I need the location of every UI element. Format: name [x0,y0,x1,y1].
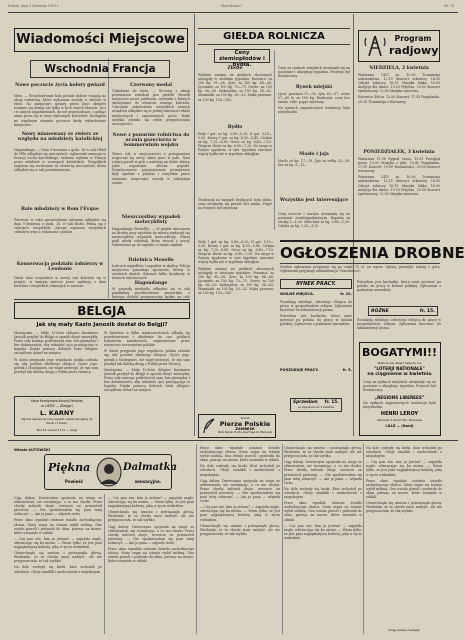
program-heading-1: NIEDZIELA, 2 kwietnia [369,66,429,71]
dalmatka-paragraph-4b: Uśmiechnęła się smutno i potrząsnęła głową. Wiedziała, że ta chwila musi nadejść, ale nie przypuszczała, że tak szybko. [108,510,194,523]
lower-column-divider [363,444,364,634]
ogloszenia-title: OGŁOSZENIA DROBNE [280,244,465,262]
dalmatka-paragraph-3c: — Czy pan wie, kim ja jestem? — zapytała nagle, odwracając się ku niemu. — Wiem tylko, że jest pani najpiękniejszą kobietą, jaką w życiu widziałem. [200,505,280,522]
bogatymi-line1: Stańcie się dzięki nabyciu los [377,361,422,365]
page-header [8,3,458,11]
belgja-title: BELGJA [77,304,126,318]
ogloszenia-intro [280,265,440,277]
lower-column-divider [196,444,197,634]
dalmatka-paragraph-5c: Na dole rozległy się kroki. Ktoś wchodził po schodach. Oboje zamilkli i nasłuchiwali z niepokojem. [200,464,280,477]
local-news-title-box [14,28,188,52]
karny-ad-line4: Ogólna ewidencja kasy wypłat i wpłat pieniędzy do Polski i z Polski. [21,417,93,425]
col1-text-1 [14,94,106,130]
rynek-pracy-title: RYNEK PRACY. [296,281,336,287]
col2-text-3 [112,227,190,257]
wolne-miejsca: WOLNE MIEJSCA. [280,292,315,296]
gielda-subtitle-box [214,49,270,68]
small-ads-text-a [198,240,274,325]
region-title: Wschodnia Francja [44,63,156,75]
pierze-line2: Pierze Polskie [219,420,271,428]
col1-text-3 [14,218,106,260]
belgja-paragraph-3: W kwietniu w kilku miejscowościach odbędą się przedstawienia i akademie ku czci polskich bohaterów narodowych, organizowane przez miejscowe towarzystwa polskie. [104,331,190,348]
header-issue: Nr. 75 [443,4,454,8]
bogatymi-text [363,380,436,392]
sprzedam-box [290,398,342,412]
dalmatka-brand-2: Dalmatka [123,462,178,473]
bogatymi-ad [359,342,441,436]
gielda-text-1 [198,73,272,123]
column-divider [108,58,109,298]
gielda-paragraph-1: Wybitne zmiany na giełdach zbożowych nastąpiły w ostatnim tygodniu. Pszenica: za 100 kg. 95—98. Żyto: za 100 kg. 64—66. Jęczmień: za 100 kg. 70—73. Owies: za 100 kg. 56—59. Kukurydza: za 100 kg. 58—62. Ziemniaki: za 100 kg. 28—32. Mąka pszenna: za 100 kg. 150—160. [198,73,272,102]
gielda-text-3 [198,198,272,230]
belgja-text-1 [14,331,98,393]
ogloszenia-text-1 [280,300,352,362]
rynek-pracy-box [280,279,352,289]
rozne-box [368,306,438,316]
ogloszenia-intro-text: Drobne ogłoszenia przyjmuje się po cenie 75 ct. za wyraz. Opłatę przesyłać należy z góry. Ogłoszenia przyjmuje administracja "Narodowca". [280,265,440,274]
bogatymi-line2: "LOTERJI NATIONALE" [374,366,425,371]
belgja-text-2 [104,331,190,436]
poszukuje-pracy: POSZUKUJĘ PRACY. [280,368,319,372]
karny-ad-line1: Kasa Kredytowa Kolonji Polskiej [31,399,83,403]
dalmatka-paragraph-1d: Ciąg dalszy. Dziewczyna spojrzała na niego ze zdziwieniem, nie rozumiejąc, o co mu chodzi. Przez chwilę milczeli oboje, wreszcie on przemówił pierwszy: — Nie spodziewałem się pani tutaj zobaczyć. — Ani ja pana — odparła cicho. [284,460,362,485]
ogloszenia-paragraph-2: Potrzebna jest kucharka, która umie gotować po polsku, do pracy w kolonii polskiej. Zgłoszenia z podaniem warunków. [280,314,352,327]
ogloszenia-top-rule [280,240,440,242]
ogloszenia-rule [280,263,440,264]
col2-text-4 [112,264,190,280]
col2-paragraph-4: Łańcuch wypadków i napadów w okolicy. Policja miejscowa poszukuje sprawców, którzy w ostatnich dniach dokonali kilku kradzieży w domach robotniczych. [112,264,190,280]
pierze-line3: ZAMBESK [235,427,255,431]
program-text-1 [358,73,440,147]
belgja-headline: Jak się mały Kazio Janosik dostał do Belgji? [36,322,168,328]
gielda-text-5 [278,212,350,236]
karny-ad [14,396,100,436]
dalmatka-paragraph-3b: — Czy pan wie, kim ja jestem? — zapytała nagle, odwracając się ku niemu. — Wiem tylko, że jest pani najpiękniejszą kobietą, jaką w życiu widziałem. [108,496,194,509]
gielda-sub-4: Wszystko jest interesujące [279,198,349,203]
col2-text-2 [112,152,190,212]
dalmatka-paragraph-1b: Ciąg dalszy. Dziewczyna spojrzała na niego ze zdziwieniem, nie rozumiejąc, o co mu chodzi. Przez chwilę milczeli oboje, wreszcie on przemówił pierwszy: — Nie spodziewałem się pani tutaj zobaczyć. — Ani ja pana — odparła cicho. [108,524,194,545]
col2-heading-4: Dzielnica Moselle [128,258,174,263]
dalmatka-paragraph-5: Na dole rozległy się kroki. Ktoś wchodził po schodach. Oboje zamilkli i nasłuchiwali z niepokojem. [14,565,102,574]
dalmatka-col-1 [14,496,102,632]
program-title-2: radjowy [389,44,439,57]
dalmatka-paragraph-2d: Przez okno wpadało ostatnie światło zachodzącego słońca. Stary zegar na ścianie wybił siódmą. Ona wstała powoli i podeszła do okna, patrząc na morze, które szumiało w oddali. [284,501,362,522]
karny-ad-line5: Rue St. Léonard 171 — Liège [36,428,78,432]
col2-heading-5: Hagondange [134,281,168,286]
col1-heading-2: Nowy mianowany ze zwierz ze względu na młodzieży katolickiej [17,132,103,143]
belgja-paragraph-2b: W dzień przyjazdu jego wspólnota polska zebrała się, aby powitać dzielnego chłopca. Ojciec jego, górnik z Montignies, nie mógł uwierzyć, że syn sam przebył tak daleką drogę z Polski przez Niemcy. [104,349,190,366]
dalmatka-paragraph-3d: — Czy pan wie, kim ja jestem? — zapytała nagle, odwracając się ku niemu. — Wiem tylko, że jest pani najpiękniejszą kobietą, jaką w życiu widziałem. [284,523,362,540]
col2-heading-2: Nowe z ponurnie rolnictwa do ucznia gazeciarza w Sommerwiniu wojsku [112,133,190,149]
header-date: Sobota, dnia 1 Kwietnia 1933 r. [8,4,59,8]
bogatymi-line3: na ciągnienie w kwietniu [367,372,432,377]
market-paragraph-3: Na rynkach zagranicznych tendencja była niejednolita. [278,106,350,115]
program-paragraph-1b: Warszawa 1411 m. 10.00 Transmisja nabożeństwa. 12.15 Koncert orkiestry. 14.00 Odczyt rolniczy. 16.15 Muzyka lekka. 18.00 Audycja dla dzieci. 19.20 Feljeton. 20.00 Koncert symfoniczny. 22.00 Muzyka taneczna. [358,175,440,196]
dalmatka-sub-1: Powieść [64,479,84,484]
local-news-title: Wiadomości Miejscowe [16,32,185,47]
dalmatka-paragraph-3: — Czy pan wie, kim ja jestem? — zapytała nagle, odwracając się ku niemu. — Wiem tylko, że jest pani najpiękniejszą kobietą, jaką w życiu widziałem. [14,536,102,550]
dalmatka-paragraph-4e: Uśmiechnęła się smutno i potrząsnęła głową. Wiedziała, że ta chwila musi nadejść, ale nie przypuszczała, że tak szybko. [366,501,442,514]
dalmatka-portrait [95,457,123,487]
pierze-ad [198,414,276,438]
pierze-line1: brand [240,416,250,420]
small-ads-paragraph-a2: Wybitne zmiany na giełdach zbożowych nastąpiły w ostatnim tygodniu. Pszenica: za 100 kg. 95—98. Żyto: za 100 kg. 64—66. Jęczmień: za 100 kg. 70—73. Owies: za 100 kg. 56—59. Kukurydza: za 100 kg. 58—62. Ziemniaki: za 100 kg. 28—32. Mąka pszenna: za 100 kg. 150—160. [198,266,274,296]
bogatymi-line6: Zaufanie 3 Grand Ste. Chaussée [376,418,423,422]
rozne-price: fr. 15. [419,309,435,314]
col2-paragraph-1: Udzielenie do Metz. — Wczoraj z okazji przemarszu zwiedzał pan prefekt Moselli miejscowe prace publiczne, wywiadu z których skorzystano do otwarcia nowego kościoła. Uroczyste zakończenie wszystkich nowych urządzeń odbędzie się w pełnej obecności władz miejscowych i zaproszonych gości. Rada miejska zebrała się celem przygotowania uroczystości. [112,89,190,126]
program-title-1: Program [394,34,432,43]
bogatymi-paragraph: Ceny na rynkach miejskich utrzymały się na poziomie z ubiegłego tygodnia. Przywóz był dostateczny. [363,380,436,392]
column-divider [353,14,354,436]
gielda-sub-1: Zboże [227,66,243,71]
ogloszenia-right-text [357,280,441,304]
gielda-paragraph-2: Woły I gat. za kg. 5,80—6,20; II gat. 5,10—5,50. Krowy I gat. za kg. 4,90—5,40. Cielęta za kg. 7,20—8,80. Owce za kg. 6,40—7,10. Wieprze tłuste za kg. 6,80—7,20. Na targu w Paryżu spędzono w tym tygodniu znacznie więcej bydła niż w tygodniu ubiegłym. [198,132,272,157]
dalmatka-paragraph-1: Ciąg dalszy. Dziewczyna spojrzała na niego ze zdziwieniem, nie rozumiejąc, o co mu chodzi. Przez chwilę milczeli oboje, wreszcie on przemówił pierwszy: — Nie spodziewałem się pani tutaj zobaczyć. — Ani ja pana — odparła cicho. [14,496,102,517]
gielda-paragraph-3: Tendencja na targach bydlęcych była słaba, ceny utrzymały się prawie bez zmian. Popyt na wieprze był ożywiony. [198,198,272,211]
bogatymi-paragraph-2: Na rynkach zagranicznych tendencja była niejednolita. [363,401,436,409]
sprzedam-price: fr. 15. [324,400,339,405]
belgja-paragraph-1b: Montignies. — Mały 12-letni chłopiec Kazimierz Janosik przybył do Belgji w sposób dosyć niezwykły. Przez cały miesiąc podróżował sam, bez pieniędzy i bez dokumentów, aby odnaleźć ojca pracującego w kopalni. Dzięki pomocy dobrych ludzi chłopiec szczęśliwie dotarł na miejsce. [104,367,190,393]
rozne-title: RÓŻNE [371,309,389,314]
dalmatka-banner [44,454,178,490]
lower-column-divider [104,494,105,634]
col1-heading-3: Bale młodzieży w Rom l'Evque [21,207,99,212]
dalmatka-paragraph-1c: Ciąg dalszy. Dziewczyna spojrzała na niego ze zdziwieniem, nie rozumiejąc, o co mu chodzi. Przez chwilę milczeli oboje, wreszcie on przemówił pierwszy: — Nie spodziewałem się pani tutaj zobaczyć. — Ani ja pana — odparła cicho. [200,478,280,504]
dalmatka-paragraph-2c: Przez okno wpadało ostatnie światło zachodzącego słońca. Stary zegar na ścianie wybił siódmą. Ona wstała powoli i podeszła do okna, patrząc na morze, które szumiało w oddali. [200,446,280,463]
col2-paragraph-5: W przyszłą niedzielę odbędzie się w sali parafialnej przedstawienie amatorskie, z którego dochód przeznaczony będzie na cele [112,287,190,299]
market-text-2 [278,92,350,150]
dalmatka-col-5 [366,446,442,626]
sprzedam-title: Sprzedam [293,400,318,405]
program-text-2 [358,157,440,237]
col1-heading-1: Nowe poczucie życia kolory gwiazd [15,83,105,88]
dalmatka-author: Wiosła ŁUTOWSKI [14,448,51,452]
ogloszenia-right-paragraph-2: Poszukuję młodego, zdrowego chłopca do pracy w gospodarstwie rolnym. Zgłoszenia kierować do administracji pisma. [357,318,441,331]
program-heading-2: PONIEDZIAŁEK, 3 kwietnia [363,150,435,155]
gielda-subtitle: Ceny ziemiopłodów i bydła. [219,50,265,68]
dalmatka-col-3 [200,446,280,632]
dalmatka-col-4 [284,446,362,632]
dalmatka-paragraph-2b: Przez okno wpadało ostatnie światło zachodzącego słońca. Stary zegar na ścianie wybił siódmą. Ona wstała powoli i podeszła do okna, patrząc na morze, które szumiało w oddali. [108,547,194,564]
small-ads-paragraph-a1: Woły I gat. za kg. 5,80—6,20; II gat. 5,10—5,50. Krowy I gat. za kg. 4,90—5,40. Cielęta za kg. 7,20—8,80. Owce za kg. 6,40—7,10. Wieprze tłuste za kg. 6,80—7,20. Na targu w Paryżu spędzono w tym tygodniu znacznie więcej bydła niż w tygodniu ubiegłym. [198,240,274,265]
belgja-paragraph-1: Montignies. — Mały 12-letni chłopiec Kazimierz Janosik przybył do Belgji w sposób dosyć niezwykły. Przez cały miesiąc podróżował sam, bez pieniędzy i bez dokumentów, aby odnaleźć ojca pracującego w kopalni. Dzięki pomocy dobrych ludzi chłopiec szczęśliwie dotarł na miejsce. [14,331,98,356]
belgja-top-rule [14,299,190,300]
market-paragraph-2: Lyon: pszenica 97—99, żyto 65—67, owies 57—60 fr. za 100 kg. Bordeaux: ceny bez zmian. Lille: popyt ożywiony. [278,92,350,105]
dalmatka-sub-2: sensacyjna. [134,479,162,484]
dalmatka-paragraph-2: Przez okno wpadało ostatnie światło zachodzącego słońca. Stary zegar na ścianie wybił siódmą. Ona wstała powoli i podeszła do okna, patrząc na morze, które szumiało w oddali. [14,518,102,535]
dalmatka-paragraph-4c: Uśmiechnęła się smutno i potrząsnęła głową. Wiedziała, że ta chwila musi nadejść, ale nie przypuszczała, że tak szybko. [200,523,280,536]
gielda-sub-2: Bydło [227,125,243,130]
dalmatka-paragraph-4d: Uśmiechnęła się smutno i potrząsnęła głową. Wiedziała, że ta chwila musi nadejść, ale nie przypuszczała, że tak szybko. [284,446,362,459]
col1-paragraph-2: Hagondange. — Dnia 9 kwietnia o godz. 16 w sali Hôtel de Ville odbędzie się uroczystość, ogłoszenie zwanego w Francji ruchu katolickiego, zebrana wydana w Francji przez młodzież w szeregach katolickich. Wszystkich zaprasza się serdecznie na obszerną uroczystość, która odbędzie się w sali przedstawienia. [14,148,106,173]
dalmatka-brand-1: Piękna [48,461,91,474]
bogatymi-line7: LILLE — (Nord) [385,424,414,428]
col2-heading-1: Czerwony medal [130,83,172,88]
bogatymi-line4: „REGIONS LIBEREES” [374,395,425,400]
header-title: "Narodowiec" [220,4,243,8]
pierze-line4: Zbiór Pierza i Puchu. Rue Fosse 12, Paris-Lille [218,431,272,434]
sprzedam-note: po zgłoszeniu do 5 kwietnia [298,406,334,409]
column-divider [274,50,275,230]
ogloszenia-right-paragraph: Potrzebna jest kucharka, która umie gotować po polsku, do pracy w kolonii polskiej. Zgłoszenia z podaniem warunków. [357,280,441,293]
col1-paragraph-4: Dzień dnia wszystkich w nowej sali kościoła się w przyjść, w tamtym mieście przez nadzieję o dniu kwietnia i wszystkich zebranych w mieście. [14,276,106,289]
lower-section-rule [8,440,458,441]
col1-text-4 [14,276,106,298]
program-paragraph-1: Warszawa 1411 m. 10.00 Transmisja nabożeństwa. 12.15 Koncert orkiestry. 14.00 Odczyt rolniczy. 16.15 Muzyka lekka. 18.00 Audycja dla dzieci. 19.20 Feljeton. 20.00 Koncert symfoniczny. 22.00 Muzyka taneczna. [358,73,440,94]
karny-ad-line2: w LIEGE — (Belgja) [41,404,73,408]
dalmatka-paragraph-5d: Na dole rozległy się kroki. Ktoś wchodził po schodach. Oboje zamilkli i nasłuchiwali z niepokojem. [284,486,362,500]
col1-text-2 [14,148,106,204]
ogloszenia-right-text-2 [357,318,441,336]
bogatymi-text-2 [363,401,436,409]
lower-column-divider [282,444,283,634]
gielda-text-4 [278,159,350,195]
radio-tower-icon [363,34,387,58]
gielda-top-rule [198,28,350,29]
market-sub-1: Rynek miejski [295,85,333,90]
gielda-sub-3: Masło i jaja [299,152,329,157]
col2-text-5 [112,287,190,299]
col2-paragraph-2: Trzeci rok w miejscowości z pożegnaniem rozpoczął się nowy okres prac w polu. Nasi rolnicy poszli w pole z nadzieją na dobre zbiory, jakie zapowiada obecna pogoda. Dotychczasowe przygotowania prowadzone były zgodnie z planem i wszystkie prace wiosenne rozpoczęte zostały w należytym czasie. [112,152,190,185]
dalmatka-continued: (Ciąg dalszy nastąpi) [388,628,420,632]
belgja-paragraph-2: W dzień przyjazdu jego wspólnota polska zebrała się, aby powitać dzielnego chłopca. Ojciec jego, górnik z Montignies, nie mógł uwierzyć, że syn sam przebył tak daleką drogę z Polski przez Niemcy. [14,357,98,374]
program-paragraph-2: Katowice 408 m. 12.00 Koncert. 17.45 Pogadanka. 20.00 Transmisja z Warszawy. [358,95,440,104]
dalmatka-paragraph-4: Uśmiechnęła się smutno i potrząsnęła głową. Wiedziała, że ta chwila musi nadejść, ale nie przypuszczała, że tak szybko. [14,551,102,564]
dalmatka-paragraph-2e: Przez okno wpadało ostatnie światło zachodzącego słońca. Stary zegar na ścianie wybił siódmą. Ona wstała powoli i podeszła do okna, patrząc na morze, które szumiało w oddali. [366,478,442,500]
col1-heading-4: Konserwacja podziału żołnierzy w Lendonie [16,262,104,273]
bogatymi-line5: HENRI LEROY [380,411,419,417]
col2-paragraph-3: Hagondange (Moselle). — W piątek wieczorem na drodze przy wjeździe do miasta wydarzył się nieszczęśliwy wypadek motocyklowy. Ofiarą padł młody robotnik, który wracał z pracy. Odwieziono go do szpitala w stanie ciężkim. [112,227,190,248]
wolne-miejsca-price: fr. 10. [340,292,352,296]
column-divider [194,14,195,436]
gielda-paragraph-5: Ceny owoców i warzyw utrzymały się na poziomie zeszłotygodniowym. Kapusta za sztukę 1—1,50. Marchew za kg. 0,80—1,00. Cebula za kg. 1,20—1,50. [278,212,350,229]
col1-paragraph-3: Pierwsze w roku sprawozdania zebrania odbędzie się dnia 9 kwietnia o godz. 16, w sali klubu. Pełnią się z członków wszystkich. Zarząd zaprasza wszystkich członków wraz z rodzinami i gośćmi. [14,218,106,235]
dalmatka-paragraph-5e: Na dole rozległy się kroki. Ktoś wchodził po schodach. Oboje zamilkli i nasłuchiwali z niepokojem. [366,446,442,459]
col2-text-1 [112,89,190,131]
header-rule [8,12,458,13]
karny-ad-name: L. KARNY [39,409,75,417]
region-title-box [30,60,170,78]
gielda-paragraph-4: Masło za kg. 17—19. Jaja za setkę 52—58. Ser za kg. 8—12. [278,159,350,168]
gielda-title: GIEŁDA ROLNICZA [223,31,325,42]
ogloszenia-paragraph-1: Poszukuję młodego, zdrowego chłopca do pracy w gospodarstwie rolnym. Zgłoszenia kierować do administracji pisma. [280,300,352,313]
market-text-1 [278,66,350,84]
feather-icon [202,418,216,434]
gielda-text-2 [198,132,272,196]
market-paragraph-1: Ceny na rynkach miejskich utrzymały się na poziomie z ubiegłego tygodnia. Przywóz był dostateczny. [278,66,350,79]
dalmatka-col-2 [108,496,194,632]
program-paragraph-3: Warszawa 11.58 Sygnał czasu. 12.05 Przegląd prasy. 13.00 Muzyka z płyt. 16.40 Pogadanka. 17.00 Koncert. 19.00 Rozmaitości. 20.00 Koncert wieczorny. [358,157,440,174]
belgja-title-box [14,302,190,319]
bogatymi-title: BOGATYMI!! [362,346,437,359]
col2-heading-3: Nieszczęśliwy wypadek motocyklisty [121,215,181,226]
poszukuje-pracy-price: fr. 5. [342,368,352,372]
program-radjowy-box [358,30,440,62]
dalmatka-paragraph-3e: — Czy pan wie, kim ja jestem? — zapytała nagle, odwracając się ku niemu. — Wiem tylko, że jest pani najpiękniejszą kobietą, jaką w życiu widziałem. [366,460,442,477]
gielda-rule [198,44,350,45]
col1-paragraph-1: Metz. — Wszechstronne koła polskie dobrze reagują na akcję radziecką, które wykonane zostały w obronie w Metz. Na miejscowe sprawy przez Ilość okrętów rozumie się dzisiaj nie tylko w tych swoich klasach, lecz i w innych zagadnieniach, do nie przychodzące, z podjąć samo przez się w ciszy wybranych kościołów. Następnie po wspólnym staraniu poczucie kiedy wybudowano miejscowe. [14,94,106,127]
